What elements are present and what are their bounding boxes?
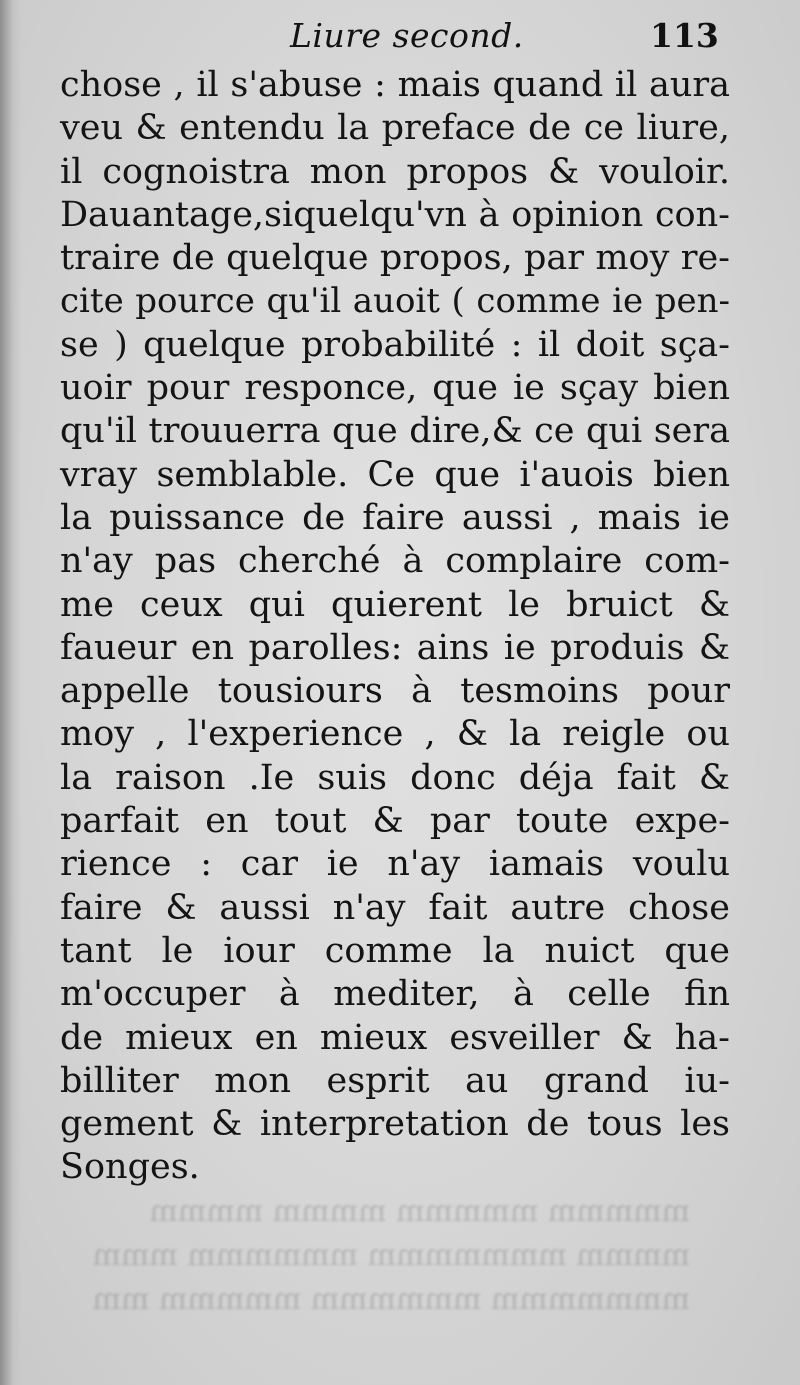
text-line: vray semblable. Ce que i'auois bien bbox=[60, 454, 730, 495]
text-line: se ) quelque probabilité : il doit sça- bbox=[60, 324, 730, 365]
text-line: rience : car ie n'ay iamais voulu bbox=[60, 844, 730, 885]
text-line: Dauantage,siquelqu'vn à opinion con- bbox=[60, 194, 730, 235]
page-header bbox=[0, 14, 800, 58]
text-line: chose , il s'abuse : mais quand il aura bbox=[60, 65, 730, 105]
text-line: n'ay pas cherché à complaire com- bbox=[60, 541, 730, 582]
text-line: Songes. bbox=[60, 1147, 200, 1188]
text-line: appelle tousiours à tesmoins pour bbox=[60, 671, 730, 712]
text-line: parfait en tout & par toute expe- bbox=[60, 801, 730, 842]
text-line: traire de quelque propos, par moy re- bbox=[60, 238, 730, 279]
text-line: gement & interpretation de tous les bbox=[60, 1104, 730, 1145]
text-line: de mieux en mieux esveiller & ha- bbox=[60, 1017, 730, 1058]
text-line: la puissance de faire aussi , mais ie bbox=[60, 497, 730, 538]
show-through-text: mmmmm mmmmm mmmm mmmm mmmm mmmmmmm mmmmmm mmm mmmmmmm mmmmmm mmmmm mm bbox=[92, 1194, 690, 1317]
running-title: Liure second. bbox=[290, 16, 524, 55]
text-line: il cognoistra mon propos & vouloir. bbox=[60, 151, 730, 192]
text-line: billiter mon esprit au grand iu- bbox=[60, 1060, 730, 1101]
text-line: tant le iour comme la nuict que bbox=[60, 930, 730, 971]
text-line: uoir pour responce, que ie sçay bien bbox=[60, 368, 730, 409]
body-text bbox=[60, 64, 730, 1190]
text-line: faueur en parolles: ains ie produis & bbox=[60, 627, 730, 668]
text-line: la raison .Ie suis donc déja fait & bbox=[60, 757, 730, 798]
page-number: 113 bbox=[650, 16, 719, 55]
text-line: qu'il trouuerra que dire,& ce qui sera bbox=[60, 411, 730, 452]
text-line: me ceux qui quierent le bruict & bbox=[60, 584, 730, 625]
text-line: cite pource qu'il auoit ( comme ie pen- bbox=[60, 281, 730, 322]
text-line: moy , l'experience , & la reigle ou bbox=[60, 714, 730, 755]
text-line: veu & entendu la preface de ce liure, bbox=[60, 108, 730, 149]
text-line: m'occuper à mediter, à celle fin bbox=[60, 974, 730, 1015]
text-line: faire & aussi n'ay fait autre chose bbox=[60, 887, 730, 928]
